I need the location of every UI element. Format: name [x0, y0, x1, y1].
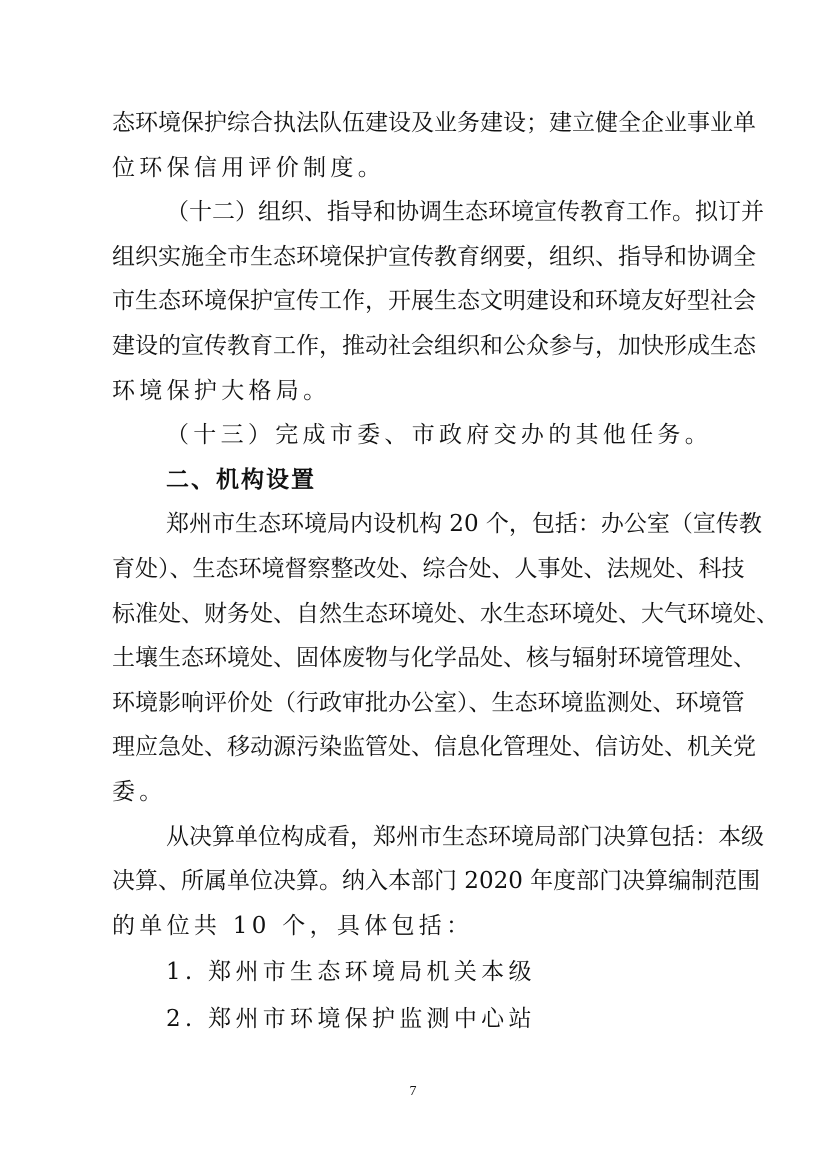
text-line: 位环保信用评价制度。: [112, 154, 385, 181]
text-line: 育处）、生态环境督察整改处、综合处、人事处、法规处、科技: [112, 555, 745, 582]
document-body: [112, 101, 779, 1041]
text-line: 态环境保护综合执法队伍建设及业务建设；建立健全企业事业单: [112, 110, 756, 136]
section-heading: 二、机构设置: [166, 466, 316, 493]
page-number: 7: [409, 1084, 417, 1099]
text-line: 环境保护大格局。: [112, 377, 331, 404]
text-line: 标准处、财务处、自然生态环境处、水生态环境处、大气环境处、: [112, 600, 779, 627]
list-item: 2. 郑州市环境保护监测中心站: [166, 1005, 536, 1032]
text-line: 委。: [112, 778, 167, 805]
text-line: 组织实施全市生态环境保护宣传教育纲要，组织、指导和协调全: [112, 243, 756, 270]
text-line: （十二）组织、指导和协调生态环境宣传教育工作。拟订并: [166, 199, 764, 226]
text-line: 市生态环境保护宣传工作，开展生态文明建设和环境友好型社会: [112, 288, 756, 315]
text-line: 决算、所属单位决算。纳入本部门 2020 年度部门决算编制范围: [112, 868, 761, 895]
text-line: 理应急处、移动源污染监管处、信息化管理处、信访处、机关党: [112, 734, 756, 761]
text-line: （十三）完成市委、市政府交办的其他任务。: [166, 422, 712, 449]
text-line: 的单位共 10 个，具体包括：: [112, 912, 474, 939]
text-line: 环境影响评价处（行政审批办公室）、生态环境监测处、环境管: [112, 689, 745, 716]
text-line: 从决算单位构成看，郑州市生态环境局部门决算包括：本级: [166, 823, 764, 850]
text-line: 建设的宣传教育工作，推动社会组织和公众参与，加快形成生态: [112, 332, 756, 359]
text-line: 土壤生态环境处、固体废物与化学品处、核与辐射环境管理处、: [112, 645, 756, 672]
list-item: 1. 郑州市生态环境局机关本级: [166, 959, 536, 986]
text-line: 郑州市生态环境局内设机构 20 个，包括：办公室（宣传教: [166, 511, 762, 538]
